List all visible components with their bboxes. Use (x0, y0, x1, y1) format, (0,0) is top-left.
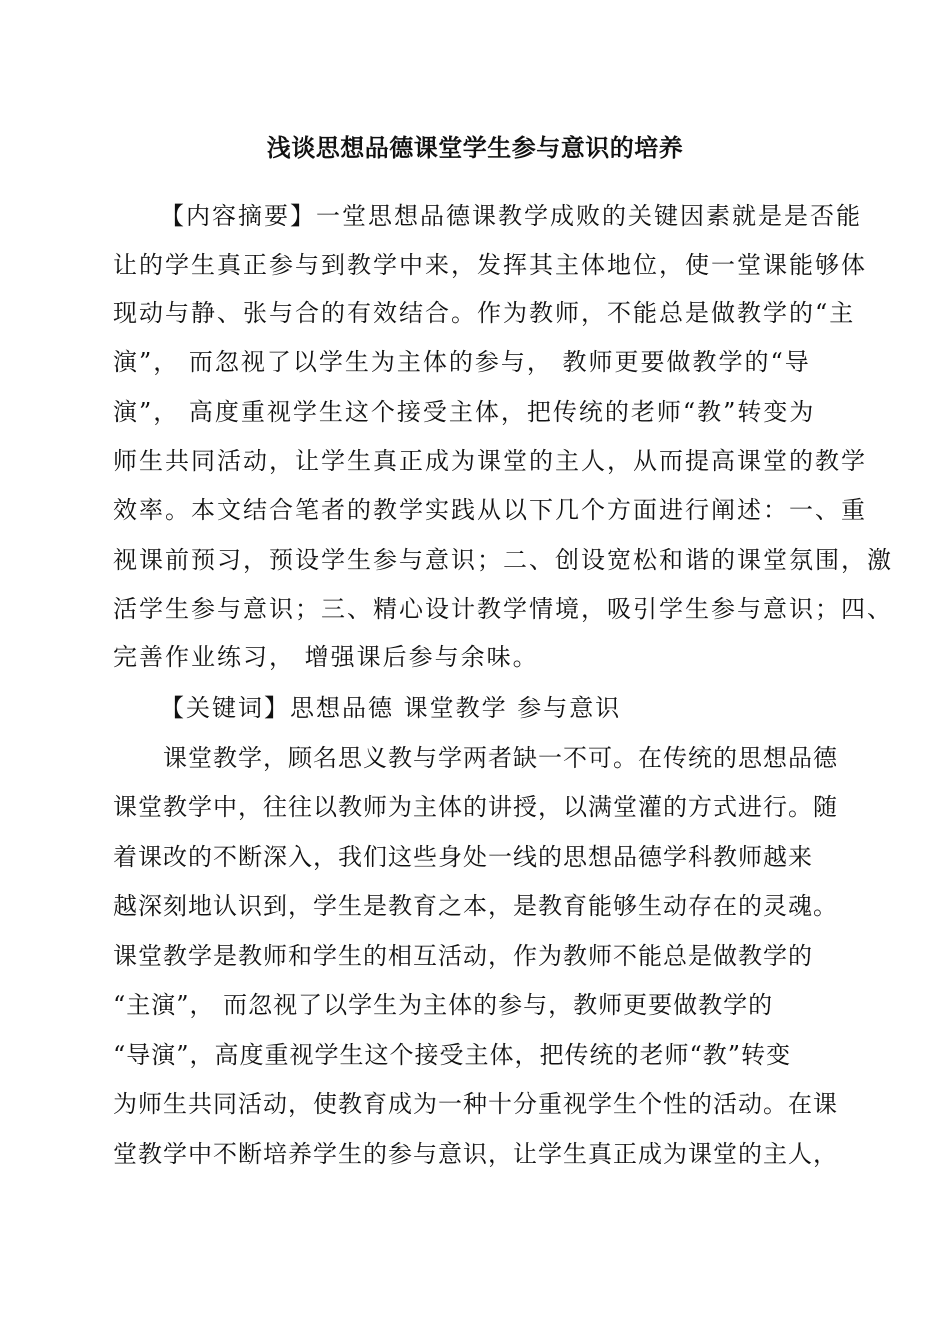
abstract-line: 现动与静、张与合的有效结合。作为教师，不能总是做教学的“主 (113, 299, 856, 327)
abstract-line: 师生共同活动，让学生真正成为课堂的主人，从而提高课堂的教学 (113, 447, 867, 475)
body-line: 越深刻地认识到，学生是教育之本，是教育能够生动存在的灵魂。 (113, 892, 838, 920)
body-line: 堂教学中不断培养学生的参与意识，让学生真正成为课堂的主人， (113, 1140, 838, 1168)
body-line: 着课改的不断深入，我们这些身处一线的思想品德学科教师越来 (113, 843, 813, 871)
abstract-line: 效率。本文结合笔者的教学实践从以下几个方面进行阐述：一、重 (113, 496, 867, 524)
abstract-line: 演”， 而忽视了以学生为主体的参与， 教师更要做教学的“导 (113, 348, 811, 376)
abstract-line: 演”， 高度重视学生这个接受主体，把传统的老师“教”转变为 (113, 398, 816, 426)
body-line: “导演”，高度重视学生这个接受主体，把传统的老师“教”转变 (113, 1041, 792, 1069)
body-line: 课堂教学，顾名思义教与学两者缺一不可。在传统的思想品德 (163, 744, 838, 772)
abstract-line: 让的学生真正参与到教学中来，发挥其主体地位，使一堂课能够体 (113, 251, 867, 279)
document-title: 浅谈思想品德课堂学生参与意识的培养 (266, 134, 684, 162)
keywords-line: 【关键词】思想品德 课堂教学 参与意识 (160, 694, 622, 722)
body-line: 为师生共同活动，使教育成为一种十分重视学生个性的活动。在课 (113, 1090, 838, 1118)
abstract-line: 完善作业练习， 增强课后参与余味。 (113, 643, 539, 671)
body-line: 课堂教学中，往往以教师为主体的讲授，以满堂灌的方式进行。随 (113, 793, 838, 821)
abstract-line: 视课前预习，预设学生参与意识；二、创设宽松和谐的课堂氛围，激 (113, 546, 893, 574)
abstract-line: 【内容摘要】一堂思想品德课教学成败的关键因素就是是否能 (160, 202, 862, 230)
body-line: 课堂教学是教师和学生的相互活动，作为教师不能总是做教学的 (113, 942, 813, 970)
abstract-line: 活学生参与意识；三、精心设计教学情境，吸引学生参与意识；四、 (113, 595, 893, 623)
body-line: “主演”， 而忽视了以学生为主体的参与，教师更要做教学的 (113, 991, 774, 1019)
